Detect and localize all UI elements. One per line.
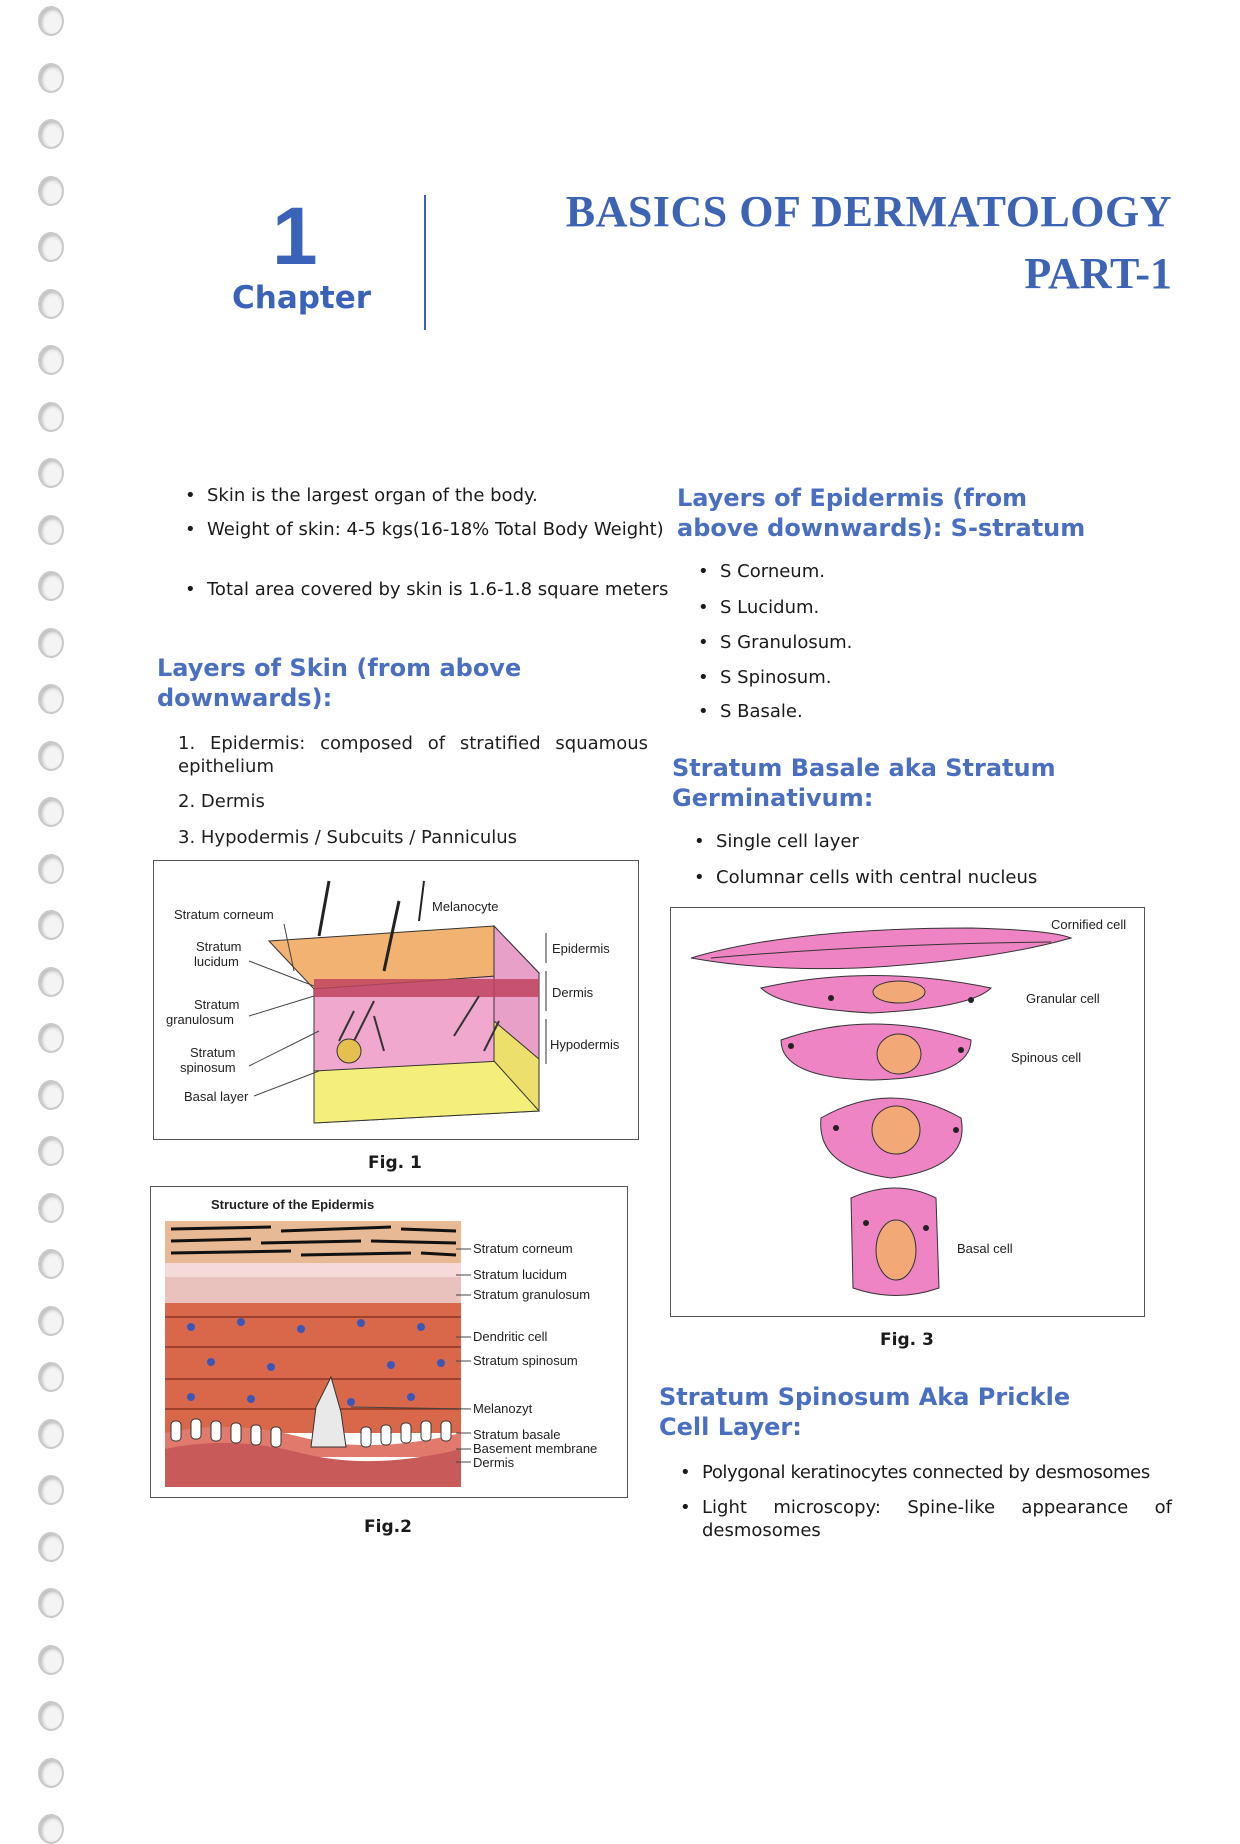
spinosum-item: • Light microscopy: Spine-like appearance of desmosomes [680,1496,1172,1542]
binder-hole [38,458,64,488]
binder-hole [38,1306,64,1336]
figure-1 [153,860,639,1140]
label-stratum-basale: Stratum basale [473,1427,561,1442]
binder-hole [38,1362,64,1392]
binder-hole [38,571,64,601]
binder-hole [38,402,64,432]
epidermis-layer-item: • S Spinosum. [698,666,1120,689]
label-dermis: Dermis [473,1455,515,1470]
binder-hole [38,1758,64,1788]
spinosum-item: • Polygonal keratinocytes connected by desmosomes [680,1461,1172,1484]
binder-hole [38,289,64,319]
label-stratum-granulosum: Stratum [194,997,240,1012]
binder-hole [38,1475,64,1505]
binder-hole [38,1136,64,1166]
list-item: 2. Dermis [178,791,265,812]
heading-stratum-basale: Stratum Basale aka Stratum Germinativum: [672,754,1056,812]
binder-hole [38,1532,64,1562]
label-dermis: Dermis [552,985,594,1000]
label-stratum-lucidum: Stratum [196,939,242,954]
binder-hole [38,628,64,658]
binder-holes [30,0,70,1752]
binder-hole [38,854,64,884]
chapter-number: 1 [272,191,318,282]
binder-hole [38,63,64,93]
binder-hole [38,1419,64,1449]
label-stratum-granulosum: granulosum [166,1012,234,1027]
binder-hole [38,176,64,206]
epidermis-structure-illustration [151,1187,627,1497]
binder-hole [38,345,64,375]
label-stratum-spinosum: Stratum spinosum [473,1353,578,1368]
list-item: 1. Epidermis: composed of stratified squamous epithelium [178,733,648,777]
header-divider [424,195,426,330]
keratinocyte-maturation-illustration [671,908,1144,1316]
binder-hole [38,1588,64,1618]
list-item: 3. Hypodermis / Subcuits / Panniculus [178,827,518,848]
binder-hole [38,797,64,827]
binder-hole [38,1701,64,1731]
binder-hole [38,1023,64,1053]
intro-bullet: • Weight of skin: 4-5 kgs(16-18% Total Body Weight) [185,518,677,541]
label-stratum-granulosum: Stratum granulosum [473,1287,591,1302]
binder-hole [38,967,64,997]
label-stratum-spinosum: Stratum [190,1045,236,1060]
label-stratum-lucidum: Stratum lucidum [473,1267,567,1282]
binder-hole [38,1249,64,1279]
figure-1-caption: Fig. 1 [368,1153,422,1173]
intro-bullet: • Skin is the largest organ of the body. [185,484,677,507]
figure-2 [150,1186,628,1498]
label-epidermis: Epidermis [552,941,610,956]
label-dendritic-cell: Dendritic cell [473,1329,548,1344]
label-cornified-cell: Cornified cell [1051,917,1127,932]
intro-bullet: • Total area covered by skin is 1.6-1.8 square meters [185,578,677,601]
binder-hole [38,1080,64,1110]
heading-layers-skin: Layers of Skin (from above downwards): [157,654,522,712]
page-title-line2: PART-1 [1024,249,1172,298]
epidermis-layer-item: • S Corneum. [698,560,1120,583]
basale-item: • Single cell layer [694,830,1136,853]
label-stratum-corneum: Stratum corneum [174,907,274,922]
basale-item: • Columnar cells with central nucleus [694,866,1136,889]
label-stratum-lucidum: lucidum [194,954,239,969]
binder-hole [38,1193,64,1223]
figure-2-caption: Fig.2 [364,1517,412,1537]
page-title-line1: BASICS OF DERMATOLOGY [565,187,1172,236]
skin-block-illustration [154,861,638,1139]
epidermis-layer-item: • S Granulosum. [698,631,1120,654]
binder-hole [38,910,64,940]
label-melanocyte: Melanocyte [432,899,499,914]
binder-hole [38,684,64,714]
label-hypodermis: Hypodermis [550,1037,620,1052]
heading-stratum-spinosum: Stratum Spinosum Aka Prickle Cell Layer: [659,1383,1071,1441]
label-stratum-corneum: Stratum corneum [473,1241,573,1256]
figure-2-title: Structure of the Epidermis [211,1197,375,1212]
figure-3-caption: Fig. 3 [880,1330,934,1350]
epidermis-layer-item: • S Lucidum. [698,596,1120,619]
binder-hole [38,6,64,36]
binder-hole [38,741,64,771]
label-basal-cell: Basal cell [957,1241,1013,1256]
label-basement-membrane: Basement membrane [473,1441,598,1456]
label-spinous-cell: Spinous cell [1011,1050,1082,1065]
heading-layers-epidermis: Layers of Epidermis (from above downwards): S-stratum [677,484,1086,542]
epidermis-layer-item: • S Basale. [698,700,1120,723]
figure-3 [670,907,1145,1317]
binder-hole [38,232,64,262]
label-granular-cell: Granular cell [1026,991,1100,1006]
binder-hole [38,1814,64,1844]
binder-hole [38,1645,64,1675]
binder-hole [38,515,64,545]
label-stratum-spinosum: spinosum [180,1060,236,1075]
chapter-label: Chapter [232,280,372,316]
binder-hole [38,119,64,149]
label-basal-layer: Basal layer [184,1089,249,1104]
label-melanozyt: Melanozyt [473,1401,533,1416]
